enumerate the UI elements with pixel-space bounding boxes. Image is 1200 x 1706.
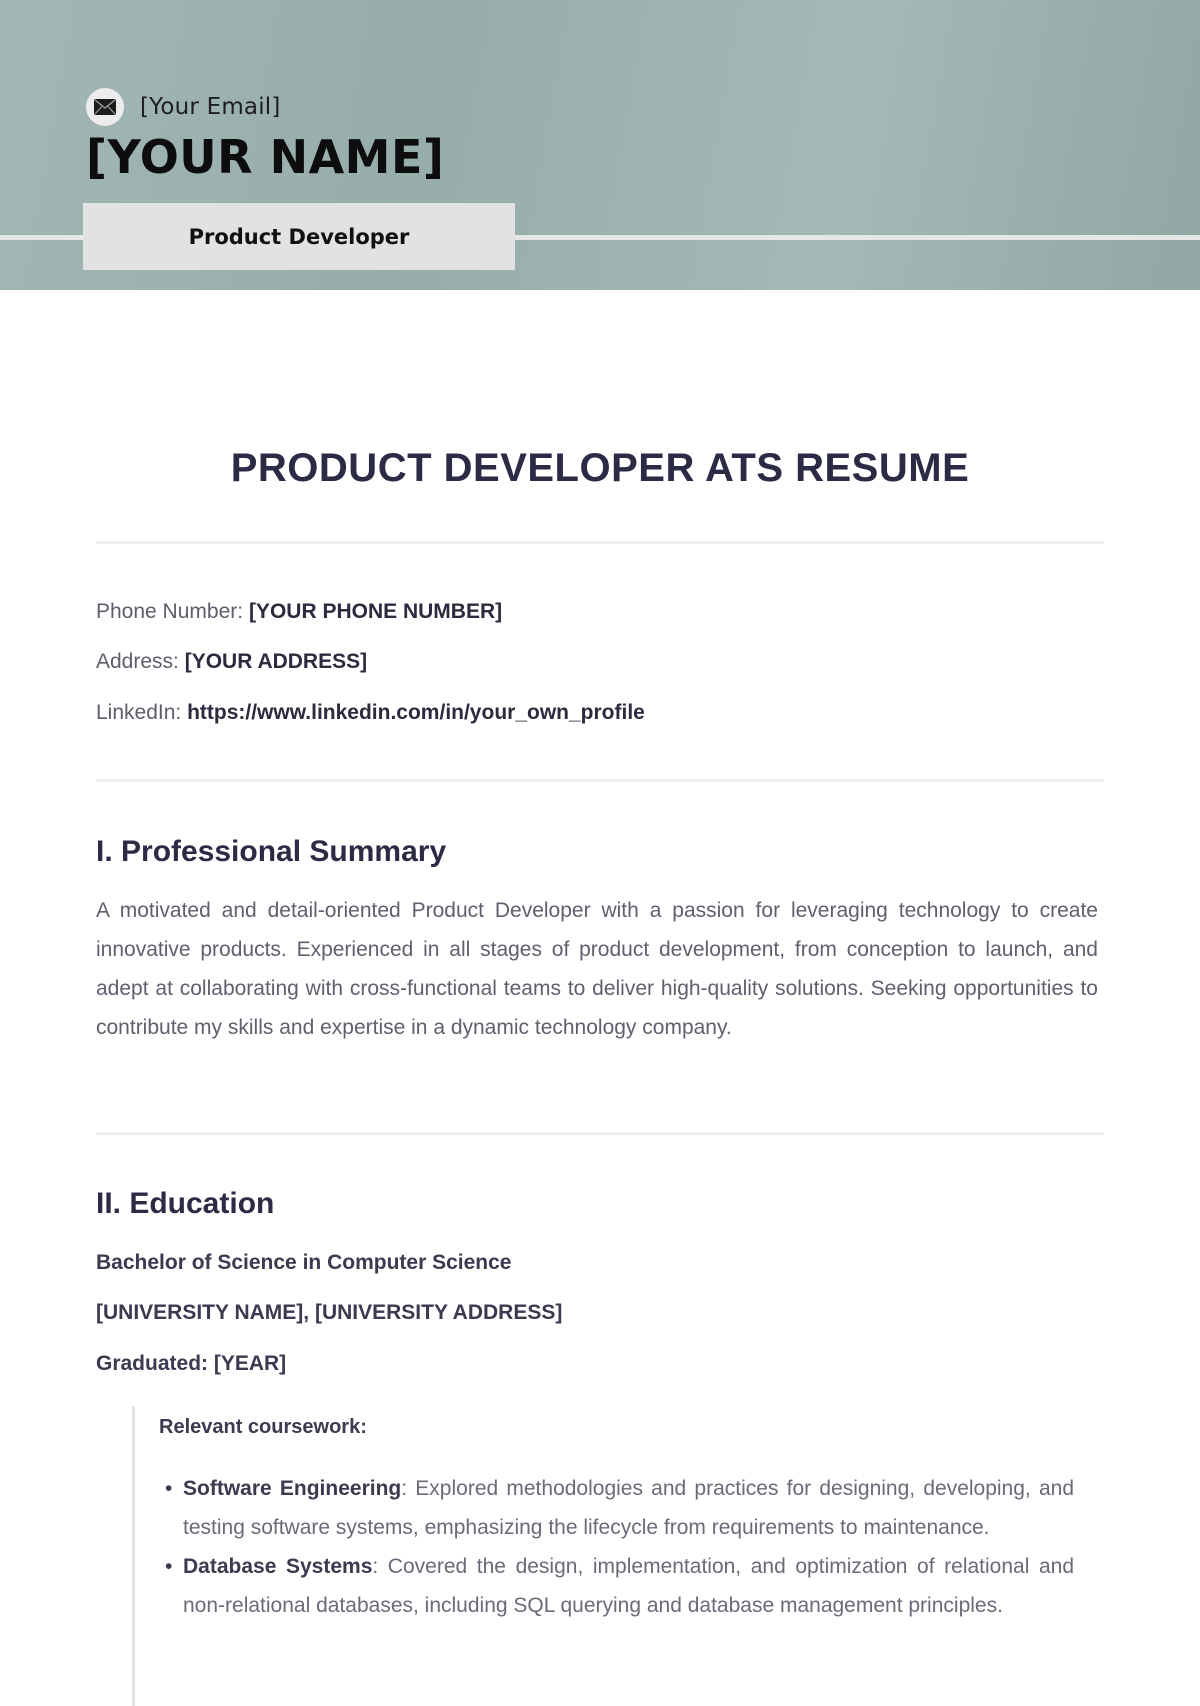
degree: Bachelor of Science in Computer Science — [96, 1251, 512, 1274]
summary-paragraph: A motivated and detail-oriented Product Developer with a passion for leveraging technology to create innovative products. Experienced in all stages of product development, from conception to launch, and adept at collaborating with cross-functional teams to deliver high-quality solutions. Seeking opportunities to contribute my skills and expertise in a dynamic technology company. — [96, 899, 1098, 1039]
coursework-block — [132, 1406, 1074, 1706]
email-row — [86, 88, 281, 126]
divider — [96, 541, 1104, 544]
document-title: PRODUCT DEVELOPER ATS RESUME — [230, 446, 970, 490]
contact-linkedin — [96, 701, 645, 725]
divider — [96, 1132, 1104, 1135]
course-description: : Covered the design, implementation, and optimization of relational and non-relational databases, including SQL querying and database management principles. — [183, 1555, 1074, 1617]
phone-label: Phone Number: — [96, 600, 244, 623]
linkedin-link[interactable]: https://www.linkedin.com/in/your_own_profile — [187, 701, 645, 724]
envelope-icon — [86, 88, 124, 126]
section-heading-summary: I. Professional Summary — [96, 835, 447, 868]
contact-phone — [96, 600, 502, 624]
university: [UNIVERSITY NAME], [UNIVERSITY ADDRESS] — [96, 1301, 563, 1324]
divider — [96, 779, 1104, 782]
linkedin-label: LinkedIn: — [96, 701, 182, 724]
address-label: Address: — [96, 650, 179, 673]
course-name: Database Systems — [183, 1555, 373, 1578]
email-text: [Your Email] — [140, 94, 281, 120]
graduation-year: Graduated: [YEAR] — [96, 1352, 287, 1375]
role-badge — [83, 203, 515, 270]
coursework-label: Relevant coursework: — [159, 1416, 367, 1438]
course-description: : Explored methodologies and practices for designing, developing, and testing software systems, emphasizing the lifecycle from requirements to maintenance. — [183, 1477, 1074, 1539]
course-item — [159, 1469, 1074, 1547]
bullet-icon: • — [165, 1477, 173, 1500]
section-heading-education: II. Education — [96, 1187, 275, 1220]
phone-value: [YOUR PHONE NUMBER] — [248, 600, 503, 623]
role-text: Product Developer — [188, 224, 410, 249]
course-list — [159, 1469, 1074, 1625]
address-value: [YOUR ADDRESS] — [184, 650, 368, 673]
contact-address — [96, 650, 367, 674]
course-item — [159, 1547, 1074, 1625]
bullet-icon: • — [165, 1555, 173, 1578]
course-name: Software Engineering — [183, 1477, 402, 1500]
candidate-name: [YOUR NAME] — [86, 130, 445, 184]
